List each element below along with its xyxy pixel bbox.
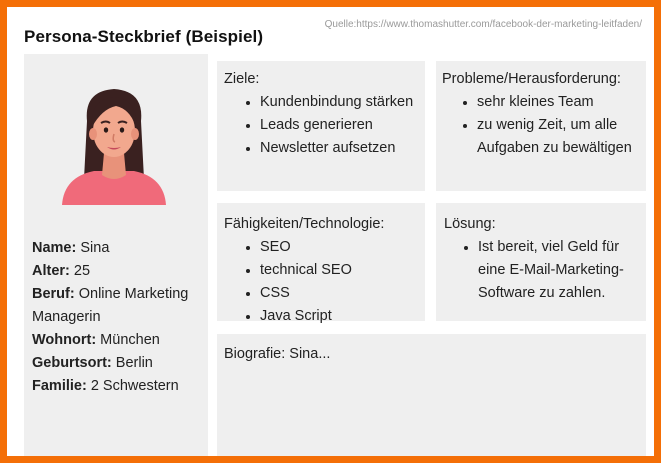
skills-heading: Fähigkeiten/Technologie: (224, 216, 385, 232)
solution-card (436, 203, 646, 321)
list-item: • Ist bereit, viel Geld für eine E-Mail-Marketing-Software zu zahlen. (478, 236, 638, 305)
solution-heading: Lösung: (444, 216, 496, 232)
solution-list (444, 236, 646, 305)
persona-card (24, 54, 208, 456)
biography-card (217, 334, 646, 456)
goals-heading: Ziele: (224, 71, 260, 87)
list-item: • Kundenbindung stärken (260, 91, 425, 114)
page-title: Persona-Steckbrief (Beispiel) (24, 27, 264, 46)
list-item: • zu wenig Zeit, um alle Aufgaben zu bewältigen (477, 114, 642, 160)
fact-name: Name: Sina (32, 240, 110, 256)
biography-label: Biografie: (224, 346, 286, 362)
problems-heading: Probleme/Herausforderung: (442, 71, 621, 87)
list-item: • SEO (260, 236, 425, 259)
goals-card (217, 61, 425, 191)
fact-age: Alter: 25 (32, 263, 91, 279)
list-item: • Leads generieren (260, 114, 425, 137)
list-item: • sehr kleines Team (477, 91, 646, 114)
biography-text: Sina... (285, 346, 331, 362)
list-item: • Newsletter aufsetzen (260, 137, 425, 160)
fact-job: Beruf: Online Marketing Managerin (32, 286, 189, 325)
fact-family: Familie: 2 Schwestern (32, 378, 179, 394)
skills-list (224, 236, 425, 328)
source-note: Quelle:https://www.thomashutter.com/facebook-der-marketing-leitfaden/ (324, 19, 642, 30)
problems-list (442, 91, 646, 160)
fact-residence: Wohnort: München (32, 332, 160, 348)
persona-avatar-illustration (54, 79, 174, 205)
list-item: • technical SEO (260, 259, 425, 282)
problems-card (436, 61, 646, 191)
skills-card (217, 203, 425, 324)
list-item: • CSS (260, 282, 425, 305)
list-item: • Java Script (260, 305, 425, 328)
persona-facts (32, 237, 202, 398)
goals-list (224, 91, 425, 160)
fact-birthplace: Geburtsort: Berlin (32, 355, 153, 371)
